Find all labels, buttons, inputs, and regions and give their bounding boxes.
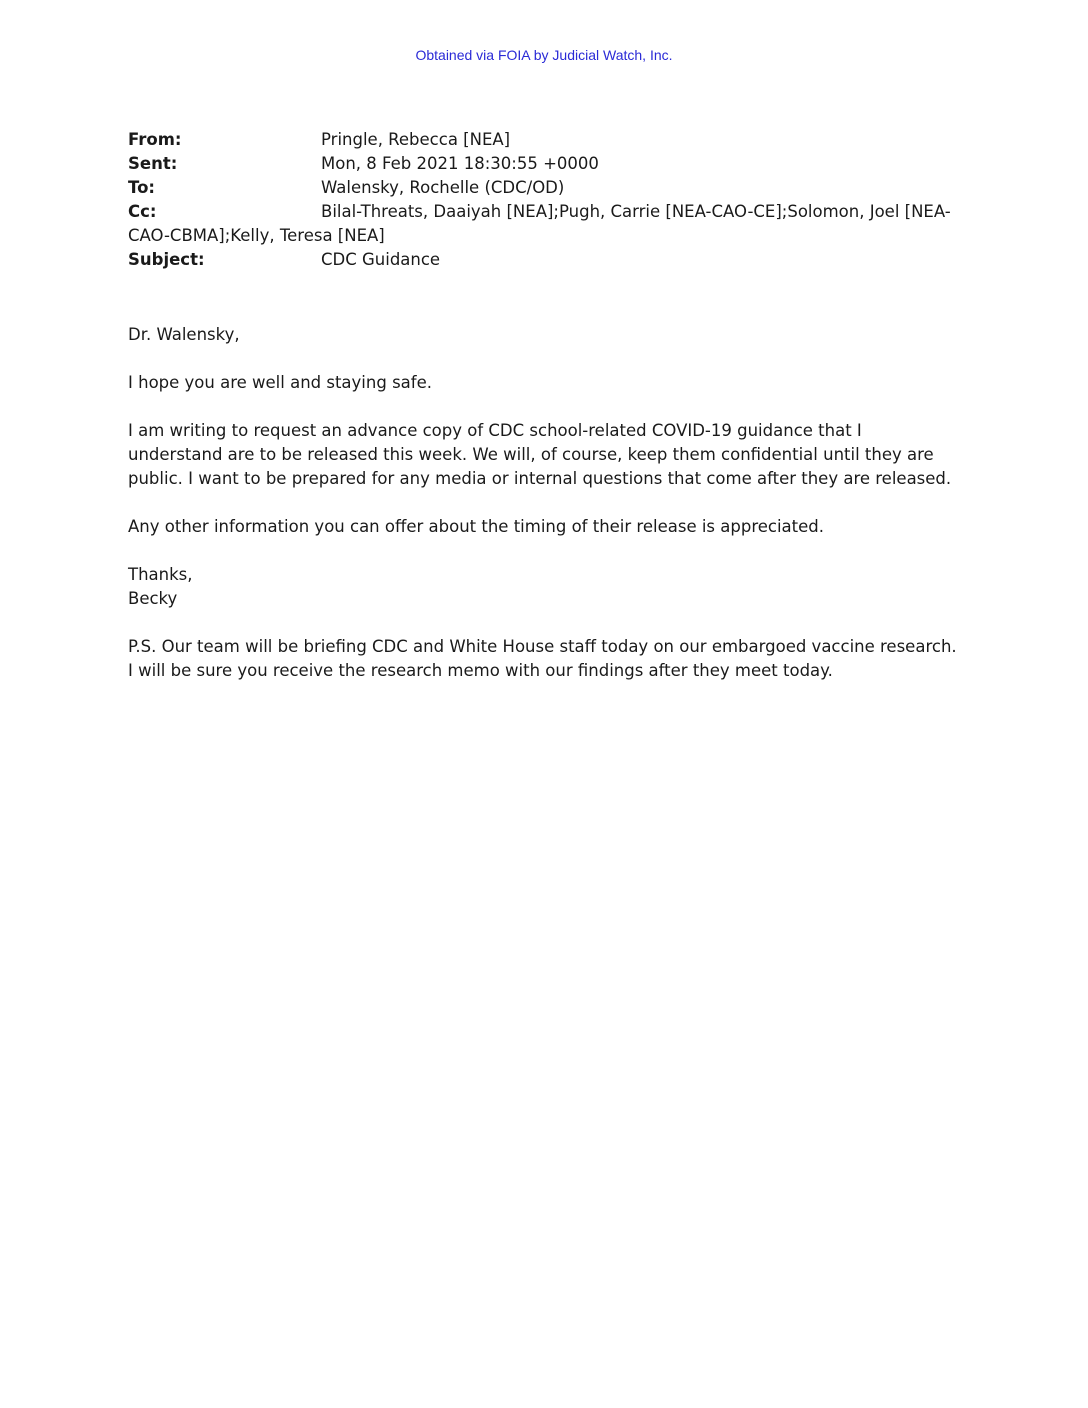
signature-block	[128, 563, 958, 611]
to-value: Walensky, Rochelle (CDC/OD)	[321, 178, 565, 197]
from-label: From:	[128, 130, 182, 149]
sent-row	[128, 152, 958, 176]
email-body	[128, 323, 958, 707]
closing: Thanks,	[128, 565, 193, 584]
email-header	[128, 128, 958, 272]
body-paragraph-1: I hope you are well and staying safe.	[128, 373, 432, 392]
signature-name: Becky	[128, 589, 178, 608]
greeting: Dr. Walensky,	[128, 325, 240, 344]
cc-value: Bilal-Threats, Daaiyah [NEA];Pugh, Carrie [NEA-CAO-CE];Solomon, Joel [NEA-CAO-CBMA];Kelly, Teresa [NEA]	[128, 202, 951, 245]
subject-value: CDC Guidance	[321, 250, 441, 269]
foia-watermark: Obtained via FOIA by Judicial Watch, Inc.	[415, 47, 673, 63]
subject-label: Subject:	[128, 250, 205, 269]
from-row	[128, 128, 958, 152]
cc-label: Cc:	[128, 202, 157, 221]
sent-label: Sent:	[128, 154, 178, 173]
body-paragraph-2: I am writing to request an advance copy of CDC school-related COVID-19 guidance that I understand are to be released this week. We will, of course, keep them confidential until they are public. I want to be prepared for any media or internal questions that come after they are released.	[128, 421, 952, 488]
body-paragraph-3: Any other information you can offer about the timing of their release is appreciated.	[128, 517, 824, 536]
cc-row	[128, 200, 958, 248]
from-value: Pringle, Rebecca [NEA]	[321, 130, 511, 149]
sent-value: Mon, 8 Feb 2021 18:30:55 +0000	[321, 154, 599, 173]
to-label: To:	[128, 178, 155, 197]
to-row	[128, 176, 958, 200]
subject-row	[128, 248, 958, 272]
postscript: P.S. Our team will be briefing CDC and White House staff today on our embargoed vaccine research. I will be sure you receive the research memo with our findings after they meet today.	[128, 637, 957, 680]
